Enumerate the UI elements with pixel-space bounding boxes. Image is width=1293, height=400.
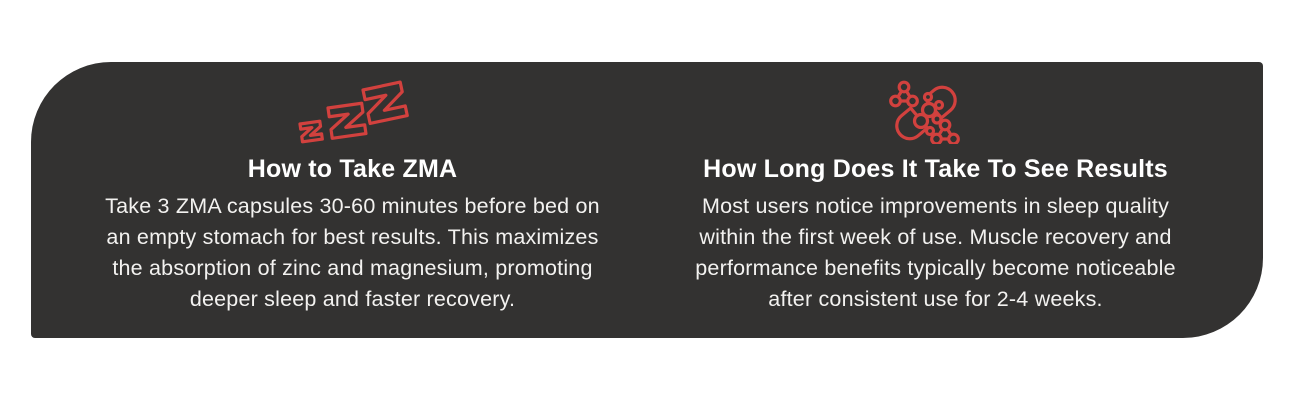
capsule-molecule-icon: [886, 78, 986, 144]
body-line: performance benefits typically become noticeable: [695, 255, 1176, 280]
zzz-sleep-icon: [297, 78, 409, 144]
section-title: How Long Does It Take To See Results: [703, 155, 1168, 183]
body-line: the absorption of zinc and magnesium, promoting: [112, 255, 593, 280]
body-line: an empty stomach for best results. This maximizes: [106, 224, 599, 249]
section-how-to-take: [61, 78, 644, 338]
body-line: after consistent use for 2-4 weeks.: [768, 286, 1103, 311]
section-body: [695, 191, 1175, 315]
info-card: [31, 62, 1263, 338]
section-results-timeline: [644, 78, 1227, 338]
body-line: within the first week of use. Muscle recovery and: [699, 224, 1172, 249]
body-line: Take 3 ZMA capsules 30-60 minutes before bed on: [105, 193, 600, 218]
body-line: deeper sleep and faster recovery.: [189, 286, 516, 311]
body-line: Most users notice improvements in sleep quality: [701, 193, 1170, 218]
section-body: [105, 191, 600, 315]
section-title: How to Take ZMA: [247, 155, 458, 183]
